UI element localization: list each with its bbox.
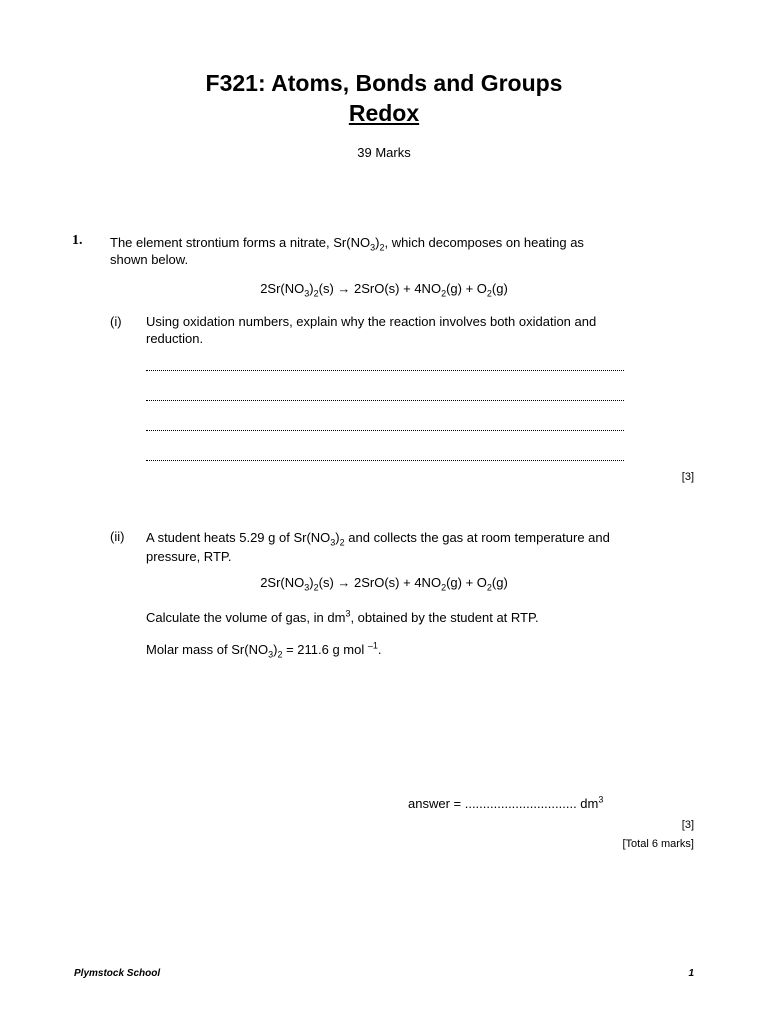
page-title: F321: Atoms, Bonds and Groups: [205, 70, 563, 96]
page-subtitle: Redox: [348, 100, 420, 126]
answer-line-2[interactable]: [146, 390, 624, 401]
part-i-prompt: Using oxidation numbers, explain why the reaction involves both oxidation and reduction.: [146, 314, 597, 346]
part-ii-marks: [3]: [681, 819, 694, 831]
part-ii-label: (ii): [110, 529, 125, 544]
question-intro: The element strontium forms a nitrate, $Sr(NO_3)_2$, which decomposes on heating as shown below.: [110, 235, 584, 267]
footer-school: Plymstock School: [74, 968, 161, 979]
answer-line-1[interactable]: [146, 360, 624, 371]
decomposition-equation-repeat: $2Sr(NO_3)_2(s) \to 2SrO(s) + 4NO_2(g) + O_2(g)$: [260, 575, 508, 593]
decomposition-equation: $2Sr(NO_3)_2(s) \to 2SrO(s) + 4NO_2(g) + O_2(g)$: [260, 281, 508, 299]
footer-page-number: 1: [688, 968, 694, 979]
answer-field[interactable]: answer = ............................... $dm^3$: [408, 794, 604, 811]
answer-line-3[interactable]: [146, 420, 624, 431]
question-number: 1.: [72, 233, 83, 248]
total-marks-question: [Total 6 marks]: [622, 838, 694, 850]
part-i-label: (i): [110, 314, 122, 329]
calculate-instruction: Calculate the volume of gas, in $dm^3$, obtained by the student at RTP.: [146, 608, 539, 625]
molar-mass-note: Molar mass of $Sr(NO_3)_2 = 211.6$ g mol $^{-1}$.: [146, 640, 382, 660]
total-marks: 39 Marks: [357, 145, 411, 160]
answer-line-4[interactable]: [146, 450, 624, 461]
part-i-marks: [3]: [681, 471, 694, 483]
part-ii-prompt: A student heats 5.29 g of $Sr(NO_3)_2$ and collects the gas at room temperature and pressure, RTP.: [146, 530, 610, 564]
